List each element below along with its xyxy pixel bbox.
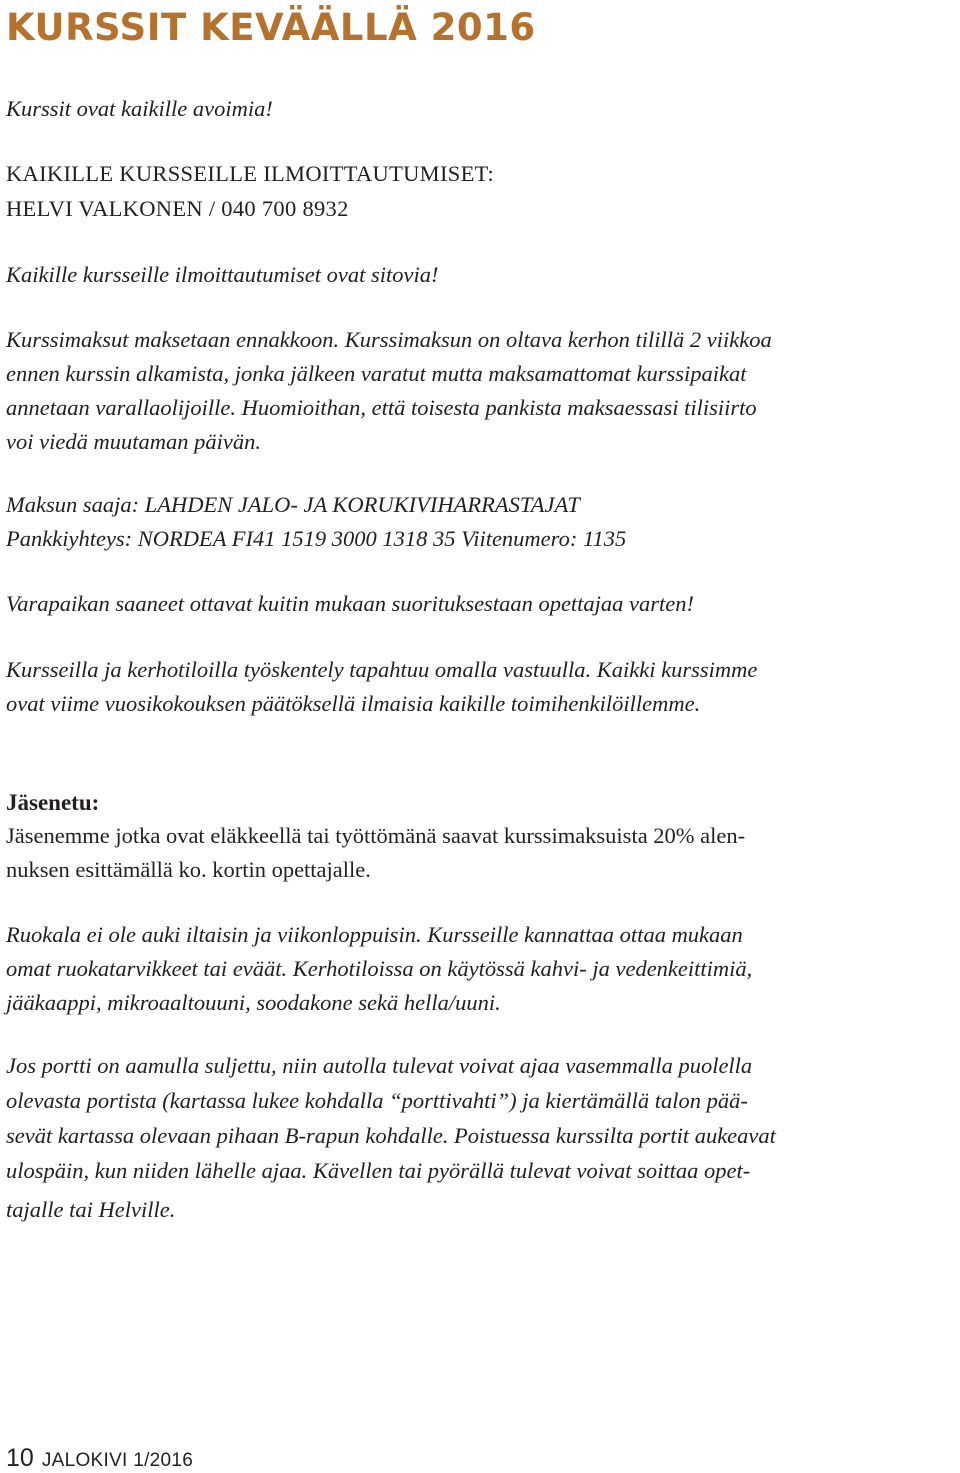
magazine-issue: JALOKIVI 1/2016 (41, 1450, 194, 1471)
paragraph-line: olevasta portista (kartassa lukee kohdalla “porttivahti”) ja kiertämällä talon pää- (6, 1088, 748, 1113)
paragraph-line: jääkaappi, mikroaaltouuni, soodakone sekä hella/uuni. (6, 990, 501, 1015)
canteen-paragraph (6, 918, 752, 1020)
paragraph-line: Jos portti on aamulla suljettu, niin autolla tulevat voivat ajaa vasemmalla puolella (6, 1053, 753, 1078)
registration-line: KAIKILLE KURSSEILLE ILMOITTAUTUMISET: (6, 161, 495, 186)
registration-contact: HELVI VALKONEN / 040 700 8932 (6, 196, 349, 221)
payee-line: Maksun saaja: LAHDEN JALO- JA KORUKIVIHARRASTAJAT (6, 492, 580, 517)
paragraph-line: ulospäin, kun niiden lähelle ajaa. Kävellen tai pyörällä tulevat voivat soittaa opet- (6, 1158, 751, 1183)
gate-paragraph (6, 1048, 776, 1227)
bank-line: Pankkiyhteys: NORDEA FI41 1519 3000 1318 35 Viitenumero: 1135 (6, 526, 627, 551)
binding-note: Kaikille kursseille ilmoittautumiset ovat sitovia! (6, 262, 439, 287)
paragraph-line: voi viedä muutaman päivän. (6, 429, 261, 454)
paragraph-line: Kurssimaksut maksetaan ennakkoon. Kurssimaksun on oltava kerhon tilillä 2 viikkoa (6, 327, 772, 352)
paragraph-line: ovat viime vuosikokouksen päätöksellä ilmaisia kaikille toimihenkilöillemme. (6, 691, 701, 716)
payee-info (6, 488, 626, 556)
intro-text: Kurssit ovat kaikille avoimia! (6, 96, 273, 121)
paragraph-line: omat ruokatarvikkeet tai eväät. Kerhotiloissa on käytössä kahvi- ja vedenkeittimiä, (6, 956, 753, 981)
paragraph-line: ennen kurssin alkamista, jonka jälkeen varatut mutta maksamattomat kurssipaikat (6, 361, 747, 386)
payment-paragraph (6, 323, 772, 459)
reserve-note: Varapaikan saaneet ottavat kuitin mukaan suorituksestaan opettajaa varten! (6, 591, 695, 616)
page-number: 10 (6, 1444, 34, 1472)
paragraph-line: annetaan varallaolijoille. Huomioithan, että toisesta pankista maksaessasi tilisiirto (6, 395, 757, 420)
page-title: KURSSIT KEVÄÄLLÄ 2016 (6, 6, 536, 49)
responsibility-paragraph (6, 653, 757, 721)
registration-info (6, 156, 494, 226)
paragraph-line: sevät kartassa olevaan pihaan B-rapun kohdalle. Poistuessa kurssilta portit aukeavat (6, 1123, 776, 1148)
paragraph-line: Jäsenemme jotka ovat eläkkeellä tai työttömänä saavat kurssimaksuista 20% alen- (6, 823, 746, 848)
paragraph-line: tajalle tai Helville. (6, 1197, 176, 1222)
paragraph-line: Kursseilla ja kerhotiloilla työskentely tapahtuu omalla vastuulla. Kaikki kurssimme (6, 657, 758, 682)
member-benefit-heading: Jäsenetu: (6, 790, 100, 815)
member-benefit-text (6, 819, 745, 887)
paragraph-line: Ruokala ei ole auki iltaisin ja viikonloppuisin. Kursseille kannattaa ottaa mukaan (6, 922, 743, 947)
page-footer (6, 1444, 193, 1473)
paragraph-line: nuksen esittämällä ko. kortin opettajalle. (6, 857, 371, 882)
